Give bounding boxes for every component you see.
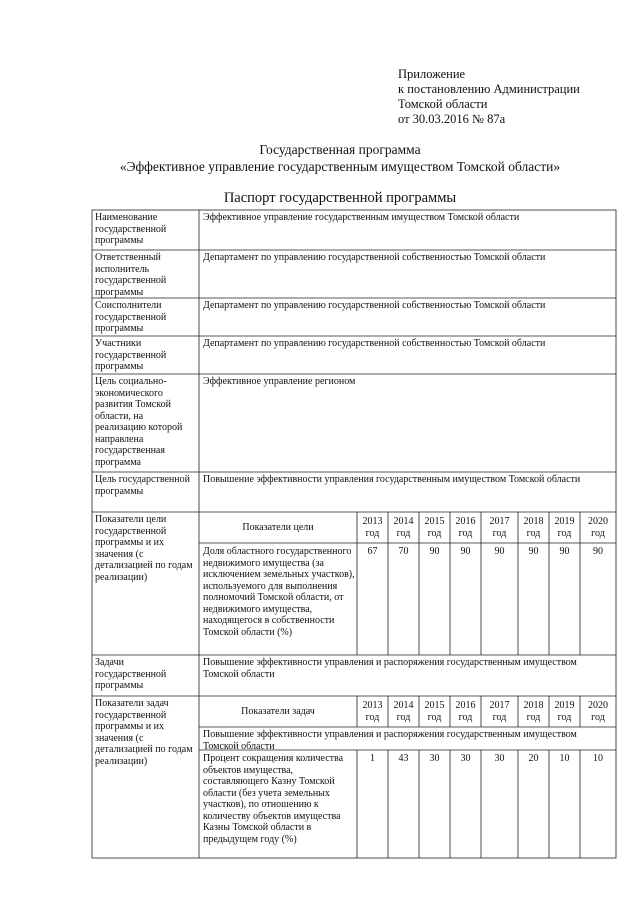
task-year-header: 2017 год [489, 700, 510, 723]
goal-year-header: 2019 год [554, 516, 575, 539]
label-coexecutors: Соисполнители государственной программы [95, 300, 167, 334]
goal-year-header: 2013 год [362, 516, 383, 539]
goal-value: 90 [559, 546, 570, 557]
task-value: 20 [528, 753, 539, 764]
task-year-header: 2015 год [424, 700, 445, 723]
goal-value: 90 [593, 546, 603, 557]
task-year-header: 2019 год [554, 700, 575, 723]
goal-value: 90 [429, 546, 440, 557]
task-year-header: 2016 год [455, 700, 476, 723]
goal-value: 70 [398, 546, 409, 557]
goal-indicator-text: Доля областного государственного недвижимого имущества (за исключением земельных участков), используемого для выполнения полномочий Томской области, от недвижимого имущества, находящегося в собственности Томской области (%) [203, 546, 355, 638]
program-title: Государственная программа [259, 142, 421, 157]
label-program-goal: Цель государственной программы [95, 474, 190, 497]
label-responsible: Ответственный исполнитель государственной программы [95, 252, 167, 298]
task-title: Повышение эффективности управления и распоряжения государственным имуществом Томской области [203, 729, 577, 752]
goal-year-header: 2020 год [588, 516, 608, 539]
task-indicators-header: Показатели задач [241, 706, 315, 717]
goal-year-header: 2017 год [489, 516, 510, 539]
label-socio-economic-goal: Цель социально-экономического развития Томской области, на реализацию которой направлена государственная программа [95, 376, 183, 468]
appendix-line-3: Томской области [398, 97, 488, 111]
task-value: 30 [494, 753, 505, 764]
label-participants: Участники государственной программы [95, 338, 167, 372]
goal-value: 90 [460, 546, 471, 557]
task-value: 10 [559, 753, 570, 764]
task-year-header: 2018 год [523, 700, 544, 723]
label-task-indicators: Показатели задач государственной программы и их значения (с детализацией по годам реализации) [95, 698, 193, 767]
appendix-line-4: от 30.03.2016 № 87а [398, 112, 506, 126]
task-value: 10 [593, 753, 603, 764]
value-tasks: Повышение эффективности управления и распоряжения государственным имуществом Томской области [203, 657, 577, 680]
goal-year-header: 2015 год [424, 516, 445, 539]
task-value: 43 [398, 753, 409, 764]
goal-value: 90 [494, 546, 505, 557]
goal-year-header: 2014 год [393, 516, 414, 539]
goal-indicators-header: Показатели цели [242, 522, 314, 533]
value-coexecutors: Департамент по управлению государственной собственностью Томской области [203, 300, 546, 311]
value-participants: Департамент по управлению государственной собственностью Томской области [203, 338, 546, 349]
label-tasks: Задачи государственной программы [95, 657, 167, 691]
program-name: «Эффективное управление государственным имуществом Томской области» [119, 159, 561, 174]
task-value: 30 [429, 753, 440, 764]
task-value: 1 [370, 753, 375, 764]
value-socio-economic-goal: Эффективное управление регионом [203, 376, 356, 387]
task-value: 30 [460, 753, 471, 764]
value-program-name: Эффективное управление государственным имуществом Томской области [203, 212, 520, 223]
goal-year-header: 2016 год [455, 516, 476, 539]
label-goal-indicators: Показатели цели государственной программы и их значения (с детализацией по годам реализации) [95, 514, 193, 583]
task-year-header: 2013 год [362, 700, 383, 723]
task-year-header: 2014 год [393, 700, 414, 723]
task-year-header: 2020 год [588, 700, 608, 723]
goal-value: 90 [528, 546, 539, 557]
label-program-name: Наименование государственной программы [95, 212, 167, 246]
value-responsible: Департамент по управлению государственной собственностью Томской области [203, 252, 546, 263]
passport-title: Паспорт государственной программы [223, 190, 457, 206]
goal-year-header: 2018 год [523, 516, 544, 539]
task-indicator-text: Процент сокращения количества объектов имущества, составляющего Казну Томской области (без учета земельных участков), по отношению к количеству объектов имущества Казны Томской области в предыдущем году (%) [203, 753, 344, 845]
goal-value: 67 [367, 546, 378, 557]
value-program-goal: Повышение эффективности управления государственным имуществом Томской области [203, 474, 581, 485]
appendix-line-2: к постановлению Администрации [398, 82, 580, 96]
appendix-line-1: Приложение [398, 67, 466, 81]
